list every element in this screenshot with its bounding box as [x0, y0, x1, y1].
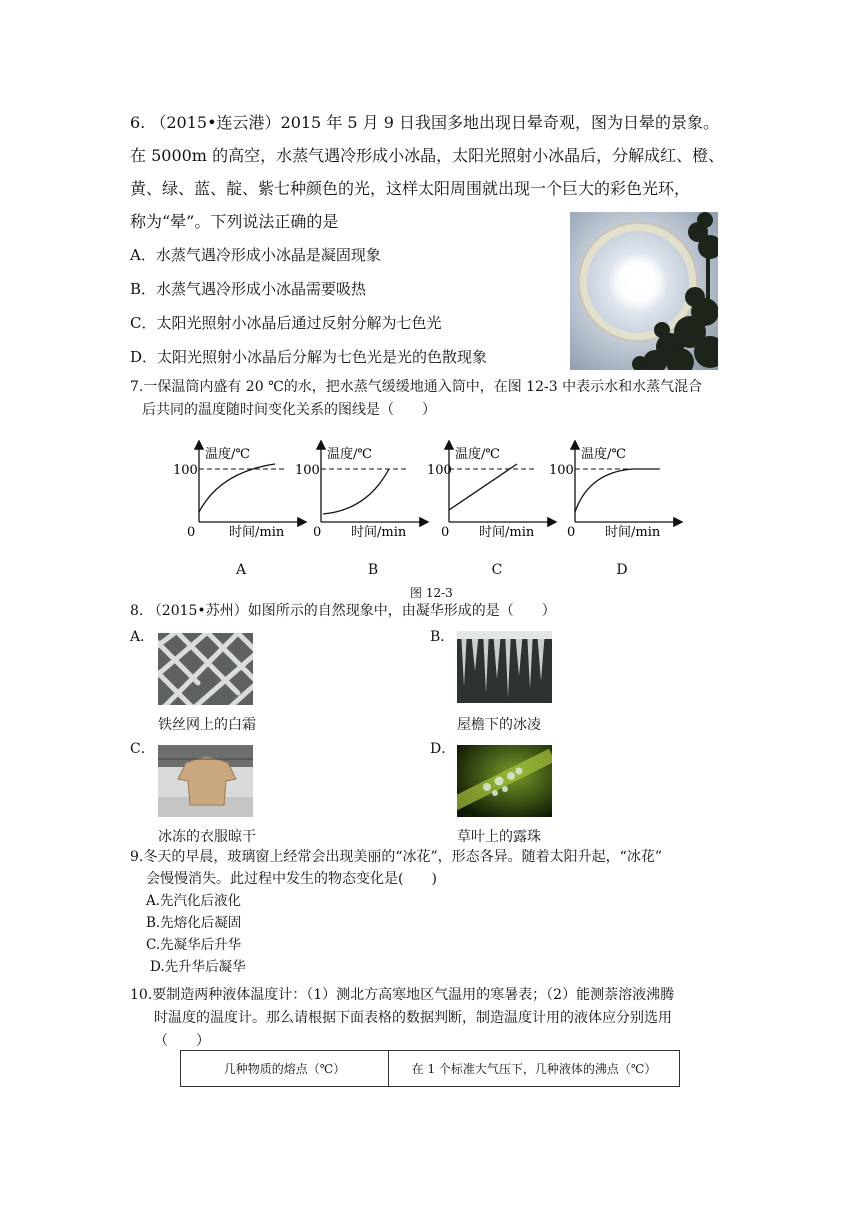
dew-on-grass-photo	[457, 745, 552, 817]
q8-letter-d: D．	[430, 741, 456, 757]
graph-c-xlabel: 时间/min	[479, 525, 535, 540]
q9-line-1: 9.冬天的早晨，玻璃窗上经常会出现美丽的“冰花”，形态各异。随着太阳升起，“冰花”	[130, 849, 662, 865]
table-header-melting: 几种物质的熔点（℃）	[181, 1051, 389, 1087]
graph-a-ylabel: 温度/℃	[205, 447, 250, 462]
graph-c-ylabel: 温度/℃	[455, 447, 500, 462]
q9-option-d: D.先升华后凝华	[150, 959, 246, 975]
graph-a	[173, 442, 305, 540]
icicles-photo	[457, 631, 552, 703]
graph-d-origin: 0	[567, 525, 576, 540]
graph-c	[427, 442, 555, 540]
graph-b	[295, 442, 427, 540]
frost-on-wire-photo	[158, 633, 253, 705]
graph-b-xlabel: 时间/min	[351, 525, 407, 540]
question-10	[130, 984, 730, 1053]
q10-line-2: 时温度的温度计。那么请根据下面表格的数据判断，制造温度计用的液体应分别选用	[154, 1010, 672, 1026]
graph-a-xlabel: 时间/min	[229, 525, 285, 540]
q8-letter-b: B．	[430, 629, 455, 645]
question-9	[130, 846, 730, 978]
q9-line-2: 会慢慢消失。此过程中发生的物态变化是( )	[146, 871, 437, 887]
q6-line-1: 6. （2015•连云港）2015 年 5 月 9 日我国多地出现日晕奇观，图为日晕的景象。	[130, 113, 720, 132]
graph-label-c: C	[491, 562, 503, 578]
graph-label-b: B	[367, 562, 379, 578]
q8-caption-a: 铁丝网上的白霜	[158, 717, 256, 733]
q7-line-2: 后共同的温度随时间变化关系的图线是（ ）	[142, 402, 436, 418]
graph-b-origin: 0	[313, 525, 322, 540]
q8-question: 8. （2015•苏州）如图所示的自然现象中，由凝华形成的是（ ）	[130, 603, 556, 619]
graph-a-ytick: 100	[173, 463, 198, 478]
graph-label-a: A	[235, 562, 247, 578]
q9-option-a: A.先汽化后液化	[146, 893, 242, 909]
frozen-clothes-photo	[158, 745, 253, 817]
graph-b-ytick: 100	[295, 463, 320, 478]
figure-caption: 图 12-3	[410, 586, 453, 600]
graph-label-d: D	[616, 562, 628, 578]
q8-letter-a: A．	[130, 629, 155, 645]
graph-c-origin: 0	[441, 525, 450, 540]
q7-line-1: 7.一保温筒内盛有 20 ℃的水，把水蒸气缓缓地通入筒中，在图 12-3 中表示水和水蒸气混合	[130, 379, 703, 395]
q10-line-3: （ ）	[154, 1033, 210, 1049]
graph-row	[165, 440, 700, 550]
q9-option-b: B.先熔化后凝固	[146, 915, 242, 931]
q8-letter-c: C．	[130, 741, 155, 757]
table-header-boiling: 在 1 个标准大气压下，几种液体的沸点（℃）	[389, 1051, 680, 1087]
sun-halo-photo	[570, 212, 718, 370]
table-row	[181, 1051, 680, 1087]
graph-b-ylabel: 温度/℃	[327, 447, 372, 462]
q6-option-d: D．太阳光照射小冰晶后分解为七色光是光的色散现象	[130, 348, 488, 366]
q8-caption-b: 屋檐下的冰凌	[457, 717, 541, 733]
graph-d-xlabel: 时间/min	[605, 525, 661, 540]
q8-caption-c: 冰冻的衣服晾干	[158, 829, 256, 845]
q6-line-3: 黄、绿、蓝、靛、紫七种颜色的光，这样太阳周围就出现一个巨大的彩色光环，	[130, 179, 691, 198]
q6-option-c: C．太阳光照射小冰晶后通过反射分解为七色光	[130, 314, 442, 332]
q9-option-c: C.先凝华后升华	[146, 937, 242, 953]
graph-d	[549, 442, 681, 540]
q6-option-b: B．水蒸气遇冷形成小冰晶需要吸热	[130, 280, 367, 298]
graph-a-origin: 0	[187, 525, 196, 540]
graph-c-ytick: 100	[427, 463, 452, 478]
graph-d-ylabel: 温度/℃	[581, 447, 626, 462]
q8-caption-d: 草叶上的露珠	[457, 829, 541, 845]
graph-d-ytick: 100	[549, 463, 574, 478]
q6-line-2: 在 5000m 的高空，水蒸气遇冷形成小冰晶，太阳光照射小冰晶后，分解成红、橙、	[130, 146, 725, 165]
q6-option-a: A．水蒸气遇冷形成小冰晶是凝固现象	[130, 246, 381, 264]
question-7	[130, 376, 740, 422]
q6-line-4: 称为“晕”。下列说法正确的是	[130, 212, 339, 231]
data-table	[180, 1050, 680, 1087]
q10-line-1: 10.要制造两种液体温度计：（1）测北方高寒地区气温用的寒暑表；（2）能测萘溶液沸腾	[130, 987, 675, 1003]
